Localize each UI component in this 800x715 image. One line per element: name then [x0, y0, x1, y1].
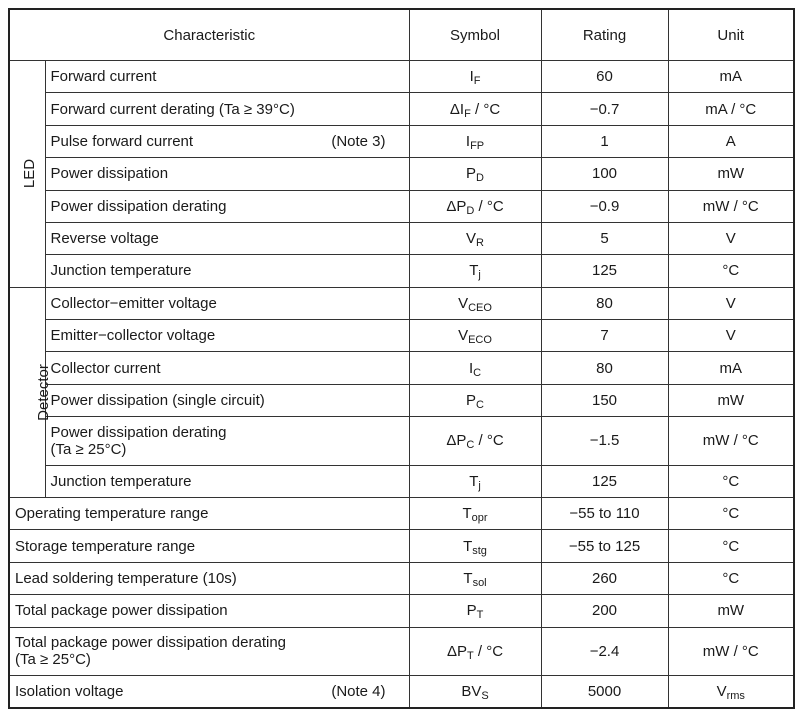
characteristic-cell: Power dissipation derating (Ta ≥ 25°C)	[45, 417, 409, 466]
unit-cell: mA / °C	[668, 93, 794, 125]
table-row	[9, 562, 794, 594]
table-row	[9, 93, 794, 125]
characteristic-cell: Reverse voltage	[45, 222, 409, 254]
rating-cell: 5	[541, 222, 668, 254]
symbol-cell: $\Delta P_C / ^\circ C$	[409, 417, 541, 466]
header-characteristic: Characteristic	[9, 9, 409, 61]
characteristic-cell: Forward current derating (Ta ≥ 39°C)	[45, 93, 409, 125]
unit-cell: V	[668, 222, 794, 254]
characteristic-cell: Power dissipation (single circuit)	[45, 384, 409, 416]
table-row	[9, 676, 794, 708]
rating-cell: −0.9	[541, 190, 668, 222]
table-row	[9, 190, 794, 222]
characteristic-cell: Power dissipation derating	[45, 190, 409, 222]
rating-cell: −1.5	[541, 417, 668, 466]
characteristic-cell: Lead soldering temperature (10s)	[9, 562, 409, 594]
table-row	[9, 498, 794, 530]
characteristic-cell: Power dissipation	[45, 158, 409, 190]
unit-cell: °C	[668, 498, 794, 530]
rating-cell: 7	[541, 320, 668, 352]
rating-cell: −0.7	[541, 93, 668, 125]
characteristic-cell: Junction temperature	[45, 255, 409, 287]
rating-cell: 260	[541, 562, 668, 594]
table-row	[9, 384, 794, 416]
symbol-cell: $I_{FP}$	[409, 125, 541, 157]
header-rating: Rating	[541, 9, 668, 61]
rating-cell: 5000	[541, 676, 668, 708]
rating-cell: 80	[541, 287, 668, 319]
group-label-detector: Detector	[9, 287, 45, 497]
rating-cell: 80	[541, 352, 668, 384]
unit-cell: V	[668, 287, 794, 319]
header-symbol: Symbol	[409, 9, 541, 61]
group-label-led: LED	[9, 61, 45, 288]
table-row	[9, 158, 794, 190]
table-row	[9, 627, 794, 676]
rating-cell: −2.4	[541, 627, 668, 676]
characteristic-cell: Pulse forward current (Note 3)	[45, 125, 409, 157]
unit-cell: mW / °C	[668, 417, 794, 466]
unit-cell: mW / °C	[668, 627, 794, 676]
table-row	[9, 255, 794, 287]
symbol-cell: $T_{opr}$	[409, 498, 541, 530]
table-row	[9, 352, 794, 384]
characteristic-cell: Storage temperature range	[9, 530, 409, 562]
rating-cell: 1	[541, 125, 668, 157]
unit-cell: mW	[668, 384, 794, 416]
unit-cell: mW / °C	[668, 190, 794, 222]
rating-cell: −55 to 110	[541, 498, 668, 530]
unit-cell: A	[668, 125, 794, 157]
table-row	[9, 417, 794, 466]
symbol-cell: $P_C$	[409, 384, 541, 416]
characteristic-cell: Total package power dissipation	[9, 595, 409, 627]
unit-cell: $V_{rms}$	[668, 676, 794, 708]
characteristic-cell: Forward current	[45, 61, 409, 93]
symbol-cell: $\Delta P_T / ^\circ C$	[409, 627, 541, 676]
symbol-cell: $T_j$	[409, 255, 541, 287]
symbol-cell: $V_{CEO}$	[409, 287, 541, 319]
symbol-cell: $I_F$	[409, 61, 541, 93]
symbol-cell: $\Delta I_F / ^\circ C$	[409, 93, 541, 125]
characteristic-cell: Collector current	[45, 352, 409, 384]
symbol-cell: $T_{sol}$	[409, 562, 541, 594]
header-unit: Unit	[668, 9, 794, 61]
characteristic-cell: Collector−emitter voltage	[45, 287, 409, 319]
unit-cell: mW	[668, 595, 794, 627]
symbol-cell: $\Delta P_D / ^\circ C$	[409, 190, 541, 222]
symbol-cell: $V_R$	[409, 222, 541, 254]
characteristic-cell: Emitter−collector voltage	[45, 320, 409, 352]
header-row	[9, 9, 794, 61]
table-row	[9, 530, 794, 562]
rating-cell: 150	[541, 384, 668, 416]
rating-cell: 125	[541, 465, 668, 497]
symbol-cell: $T_{stg}$	[409, 530, 541, 562]
unit-cell: °C	[668, 562, 794, 594]
rating-cell: 100	[541, 158, 668, 190]
table-row	[9, 287, 794, 319]
symbol-cell: $BV_S$	[409, 676, 541, 708]
symbol-cell: $T_j$	[409, 465, 541, 497]
table-row	[9, 125, 794, 157]
symbol-cell: $I_C$	[409, 352, 541, 384]
rating-cell: −55 to 125	[541, 530, 668, 562]
table-row	[9, 595, 794, 627]
unit-cell: V	[668, 320, 794, 352]
note-reference: (Note 4)	[331, 683, 386, 701]
symbol-cell: $P_D$	[409, 158, 541, 190]
unit-cell: °C	[668, 465, 794, 497]
rating-cell: 60	[541, 61, 668, 93]
unit-cell: mA	[668, 61, 794, 93]
characteristic-cell: Isolation voltage (Note 4)	[9, 676, 409, 708]
unit-cell: °C	[668, 255, 794, 287]
symbol-cell: $P_T$	[409, 595, 541, 627]
rating-cell: 200	[541, 595, 668, 627]
unit-cell: °C	[668, 530, 794, 562]
note-reference: (Note 3)	[331, 132, 386, 150]
characteristic-cell: Junction temperature	[45, 465, 409, 497]
unit-cell: mA	[668, 352, 794, 384]
rating-cell: 125	[541, 255, 668, 287]
characteristic-cell: Total package power dissipation derating (Ta ≥ 25°C)	[9, 627, 409, 676]
table-row	[9, 61, 794, 93]
absolute-maximum-ratings-table	[8, 8, 795, 709]
unit-cell: mW	[668, 158, 794, 190]
table-row	[9, 320, 794, 352]
characteristic-cell: Operating temperature range	[9, 498, 409, 530]
table-row	[9, 222, 794, 254]
table-row	[9, 465, 794, 497]
symbol-cell: $V_{ECO}$	[409, 320, 541, 352]
